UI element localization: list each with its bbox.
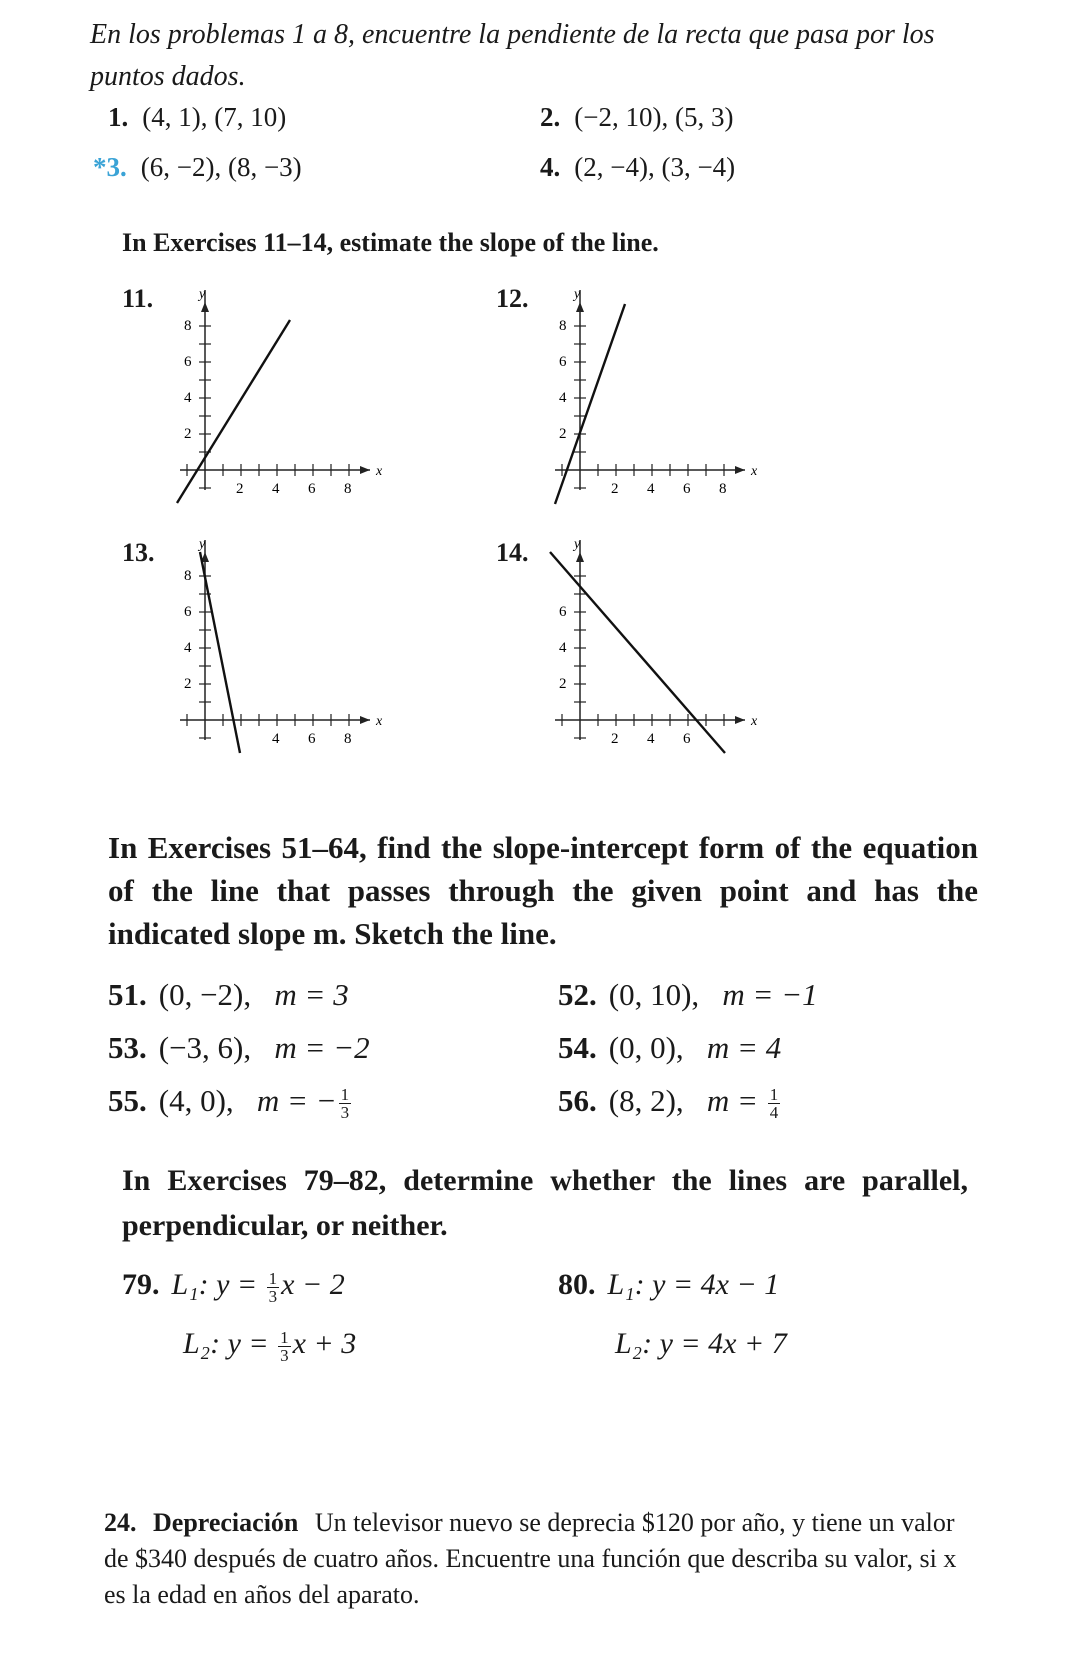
x-tick-label: 4 <box>272 731 280 747</box>
exercise-slope: m = <box>706 1083 758 1118</box>
section3-header: In Exercises 51–64, find the slope-intercept form of the equation of the line that passes through the given point and has the indicated slope m. Sketch the line. <box>108 830 978 951</box>
x-tick-label: 4 <box>272 481 280 497</box>
x-axis-label: x <box>751 464 758 479</box>
exercise-slope: m = − <box>256 1083 337 1118</box>
exercise-slope: m = −2 <box>274 1030 370 1065</box>
y-tick-label: 6 <box>559 354 567 370</box>
exercise-point: (−3, 6), <box>158 1030 252 1065</box>
y-tick-label: 2 <box>184 676 192 692</box>
exercise-point: (0, 10), <box>608 977 700 1012</box>
equation: y = 4x − 1 <box>652 1268 780 1301</box>
equation-post: x + 3 <box>292 1327 357 1360</box>
y-tick-label: 4 <box>559 390 567 406</box>
exercise-number: 55. <box>108 1083 147 1118</box>
x-axis-label: x <box>751 714 758 729</box>
exercise-slope: m = 4 <box>706 1030 782 1065</box>
exercise-80-l2 <box>615 1327 787 1361</box>
section2-header: In Exercises 11–14, estimate the slope of the line. <box>122 228 659 257</box>
x-arrow-icon <box>360 716 370 724</box>
x-arrow-icon <box>735 466 745 474</box>
plot-14-label: 14. <box>496 538 529 567</box>
plot-13-label: 13. <box>122 538 155 567</box>
exercise-slope: m = 3 <box>274 977 349 1012</box>
y-axis-label: y <box>574 287 581 302</box>
x-arrow-icon <box>360 466 370 474</box>
exercise-point: (8, 2), <box>608 1083 684 1118</box>
exercise-number: 53. <box>108 1030 147 1065</box>
problem-body: Un televisor nuevo se deprecia $120 por año, y tiene un valor de $340 después de cuatro años. Encuentre una función que describa su valor, si x es la edad en años del aparato. <box>104 1508 957 1609</box>
problem-number: 4. <box>540 152 561 182</box>
problem-1 <box>108 102 286 133</box>
x-tick-label: 8 <box>719 481 727 497</box>
y-tick-label: 2 <box>559 676 567 692</box>
problem-2 <box>540 102 733 133</box>
problem-4 <box>540 152 735 183</box>
y-tick-label: 2 <box>559 426 567 442</box>
y-axis-label: y <box>199 537 206 552</box>
exercise-number: 51. <box>108 977 147 1012</box>
y-tick-label: 4 <box>559 640 567 656</box>
x-axis-label: x <box>376 714 383 729</box>
exercise-55 <box>108 1083 353 1121</box>
problem-text: (2, −4), (3, −4) <box>574 152 736 182</box>
problem-number: 24. <box>104 1508 137 1537</box>
line-label: L₂: <box>615 1327 653 1360</box>
x-tick-label: 4 <box>647 731 655 747</box>
y-tick-label: 8 <box>184 318 192 334</box>
y-tick-label: 8 <box>559 318 567 334</box>
y-tick-label: 2 <box>184 426 192 442</box>
plot-14-graph <box>545 530 775 760</box>
y-arrow-icon <box>576 552 584 562</box>
section1-intro: En los problemas 1 a 8, encuentre la pendiente de la recta que pasa por los puntos dados. <box>90 19 935 92</box>
x-tick-label: 8 <box>344 481 352 497</box>
problem-3 <box>93 152 302 183</box>
x-tick-label: 2 <box>611 731 619 747</box>
y-tick-label: 4 <box>184 390 192 406</box>
equation-pre: y = <box>227 1327 269 1360</box>
problem-text: (4, 1), (7, 10) <box>142 102 287 132</box>
exercise-54 <box>558 1030 781 1066</box>
x-tick-label: 6 <box>308 731 316 747</box>
fraction: $\frac{1}{3}$ <box>268 1268 278 1306</box>
y-arrow-icon <box>201 302 209 312</box>
problem-text: (−2, 10), (5, 3) <box>574 102 734 132</box>
y-tick-label: 4 <box>184 640 192 656</box>
exercise-53 <box>108 1030 370 1066</box>
x-tick-label: 6 <box>683 481 691 497</box>
line-label: L₂: <box>183 1327 221 1360</box>
x-tick-label: 6 <box>308 481 316 497</box>
exercise-number: 79. <box>122 1268 160 1301</box>
x-tick-label: 2 <box>236 481 244 497</box>
y-tick-label: 8 <box>184 568 192 584</box>
exercise-number: 54. <box>558 1030 597 1065</box>
plot-line <box>200 552 240 753</box>
plot-11-graph <box>170 280 400 510</box>
exercise-point: (4, 0), <box>158 1083 234 1118</box>
x-tick-label: 2 <box>611 481 619 497</box>
x-arrow-icon <box>735 716 745 724</box>
problem-number: *3. <box>93 152 127 182</box>
equation-pre: y = <box>216 1268 258 1301</box>
exercise-number: 52. <box>558 977 597 1012</box>
exercise-56 <box>558 1083 782 1121</box>
section4-header: In Exercises 79–82, determine whether the lines are parallel, perpendicular, or neither. <box>122 1164 968 1242</box>
exercise-79-l2 <box>183 1327 356 1364</box>
plot-line <box>177 320 290 503</box>
x-tick-label: 4 <box>647 481 655 497</box>
y-axis-label: y <box>199 287 206 302</box>
exercise-79-l1 <box>122 1268 345 1305</box>
problem-title: Depreciación <box>153 1508 299 1537</box>
exercise-52 <box>558 977 818 1013</box>
y-axis-label: y <box>574 537 581 552</box>
equation-post: x − 2 <box>281 1268 345 1301</box>
line-label: L₁: <box>171 1268 209 1301</box>
problem-24 <box>104 1505 964 1613</box>
problem-number: 1. <box>108 102 129 132</box>
exercise-point: (0, −2), <box>158 977 252 1012</box>
fraction: $\frac{1}{3}$ <box>280 1327 289 1365</box>
equation: y = 4x + 7 <box>659 1327 787 1360</box>
plot-12-graph <box>545 280 775 510</box>
fraction: $\frac{1}{4}$ <box>769 1085 779 1123</box>
plot-11-label: 11. <box>122 284 154 313</box>
exercise-51 <box>108 977 349 1013</box>
exercise-number: 80. <box>558 1268 596 1301</box>
exercise-point: (0, 0), <box>608 1030 684 1065</box>
line-label: L₁: <box>607 1268 645 1301</box>
fraction: $\frac{1}{3}$ <box>340 1085 350 1123</box>
plot-line <box>550 552 725 753</box>
problem-text: (6, −2), (8, −3) <box>140 152 302 182</box>
exercise-80-l1 <box>558 1268 779 1302</box>
x-tick-label: 6 <box>683 731 691 747</box>
y-tick-label: 6 <box>184 604 192 620</box>
y-tick-label: 6 <box>184 354 192 370</box>
problem-number: 2. <box>540 102 561 132</box>
x-axis-label: x <box>376 464 383 479</box>
y-tick-label: 6 <box>559 604 567 620</box>
x-tick-label: 8 <box>344 731 352 747</box>
exercise-number: 56. <box>558 1083 597 1118</box>
exercise-slope: m = −1 <box>722 977 818 1012</box>
plot-13-graph <box>170 530 400 760</box>
plot-12-label: 12. <box>496 284 529 313</box>
y-arrow-icon <box>576 302 584 312</box>
